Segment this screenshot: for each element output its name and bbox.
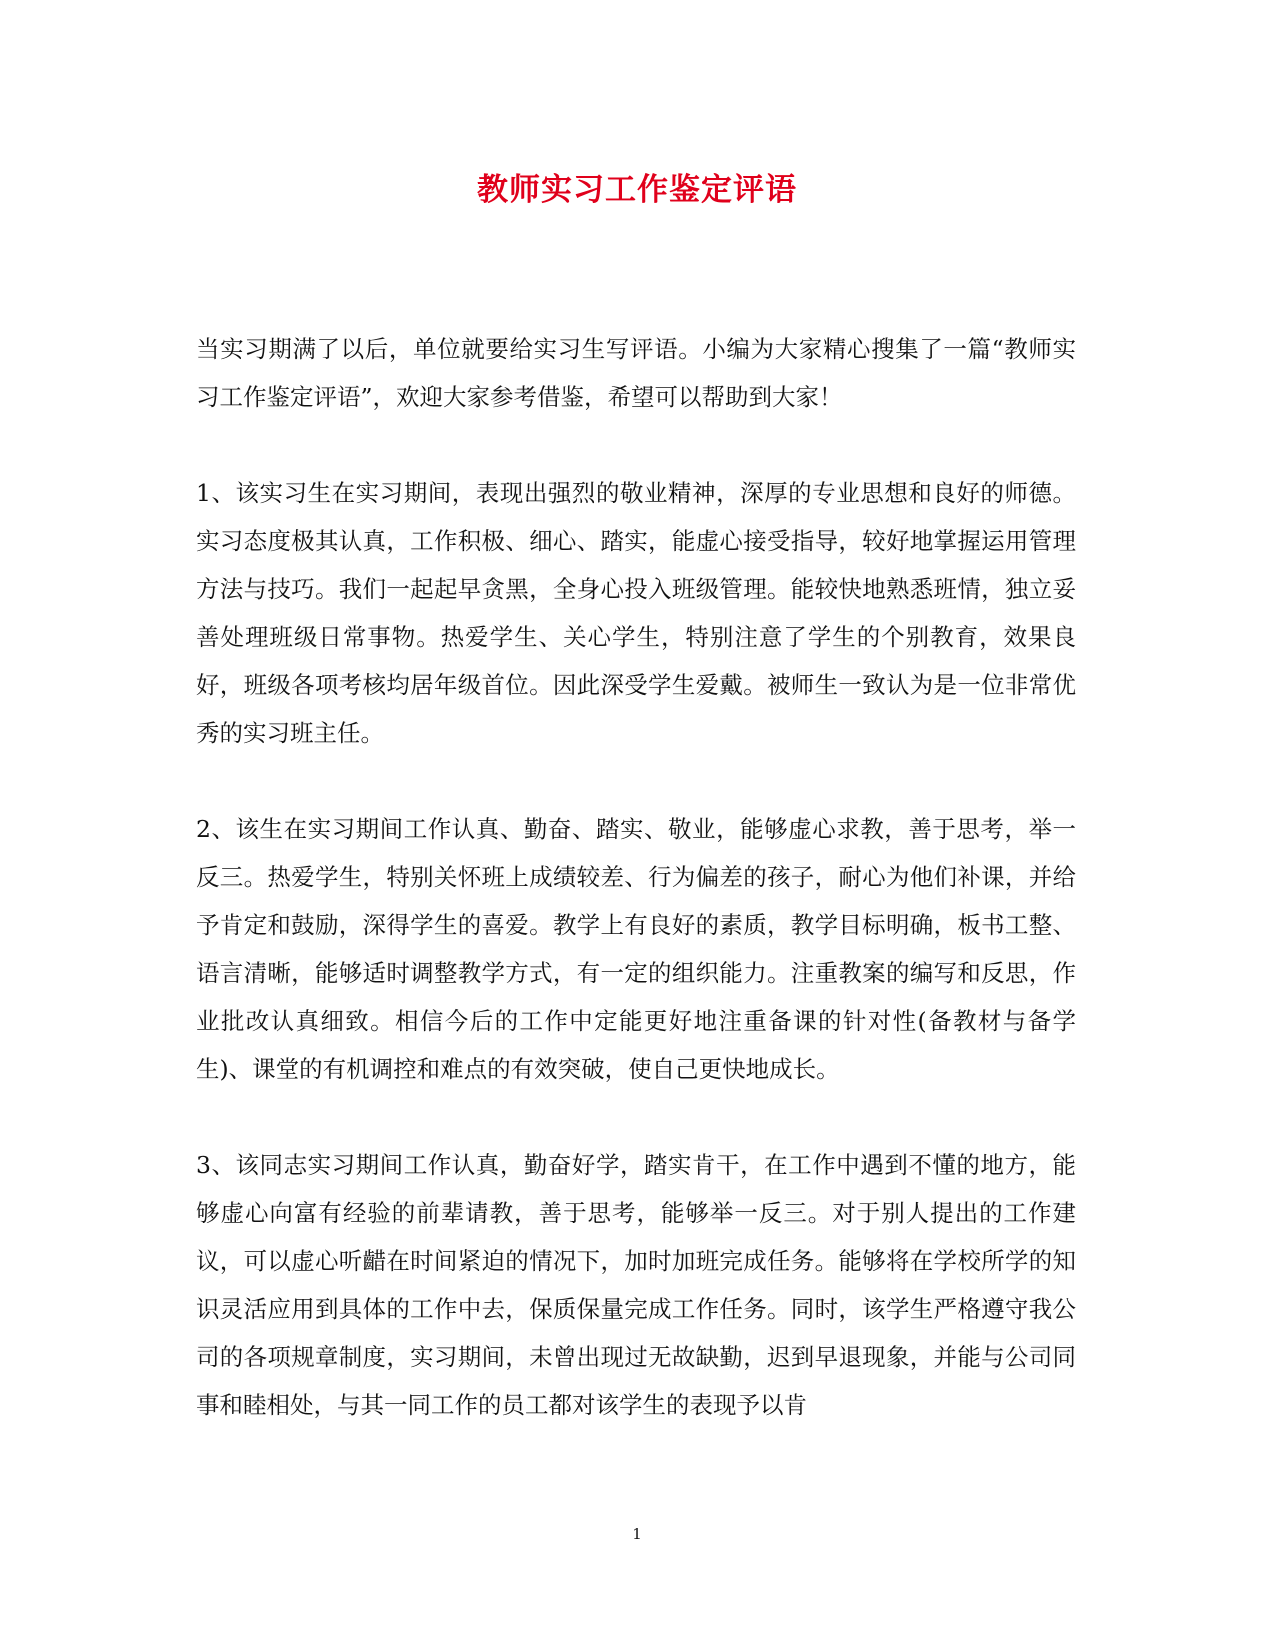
comment-paragraph-3: 3、该同志实习期间工作认真，勤奋好学，踏实肯干，在工作中遇到不懂的地方，能够虚心向富有经验的前辈请教，善于思考，能够举一反三。对于别人提出的工作建议，可以虚心听齰在时间紧迫的情况下，加时加班完成任务。能够将在学校所学的知识灵活应用到具体的工作中去，保质保量完成工作任务。同时，该学生严格遵守我公司的各项规章制度，实习期间，未曾出现过无故缺勤，迟到早退现象，并能与公司同事和睦相处，与其一同工作的员工都对该学生的表现予以肯 (196, 1151, 1076, 1419)
document-body (196, 325, 1076, 1429)
intro-paragraph: 当实习期满了以后，单位就要给实习生写评语。小编为大家精心搜集了一篇“教师实习工作鉴定评语”，欢迎大家参考借鉴，希望可以帮助到大家！ (196, 335, 1076, 411)
comment-paragraph-2: 2、该生在实习期间工作认真、勤奋、踏实、敬业，能够虚心求教，善于思考，举一反三。热爱学生，特别关怀班上成绩较差、行为偏差的孩子，耐心为他们补课，并给予肯定和鼓励，深得学生的喜爱。教学上有良好的素质，教学目标明确，板书工整、语言清晰，能够适时调整教学方式，有一定的组织能力。注重教案的编写和反思，作业批改认真细致。相信今后的工作中定能更好地注重备课的针对性(备教材与备学生)、课堂的有机调控和难点的有效突破，使自己更快地成长。 (196, 815, 1076, 1083)
page-number: 1 (632, 1525, 642, 1543)
document-title: 教师实习工作鉴定评语 (477, 172, 797, 208)
comment-paragraph-1: 1、该实习生在实习期间，表现出强烈的敬业精神，深厚的专业思想和良好的师德。实习态度极其认真，工作积极、细心、踏实，能虚心接受指导，较好地掌握运用管理方法与技巧。我们一起起早贪黑，全身心投入班级管理。能较快地熟悉班情，独立妥善处理班级日常事物。热爱学生、关心学生，特别注意了学生的个别教育，效果良好，班级各项考核均居年级首位。因此深受学生爱戴。被师生一致认为是一位非常优秀的实习班主任。 (196, 479, 1076, 747)
